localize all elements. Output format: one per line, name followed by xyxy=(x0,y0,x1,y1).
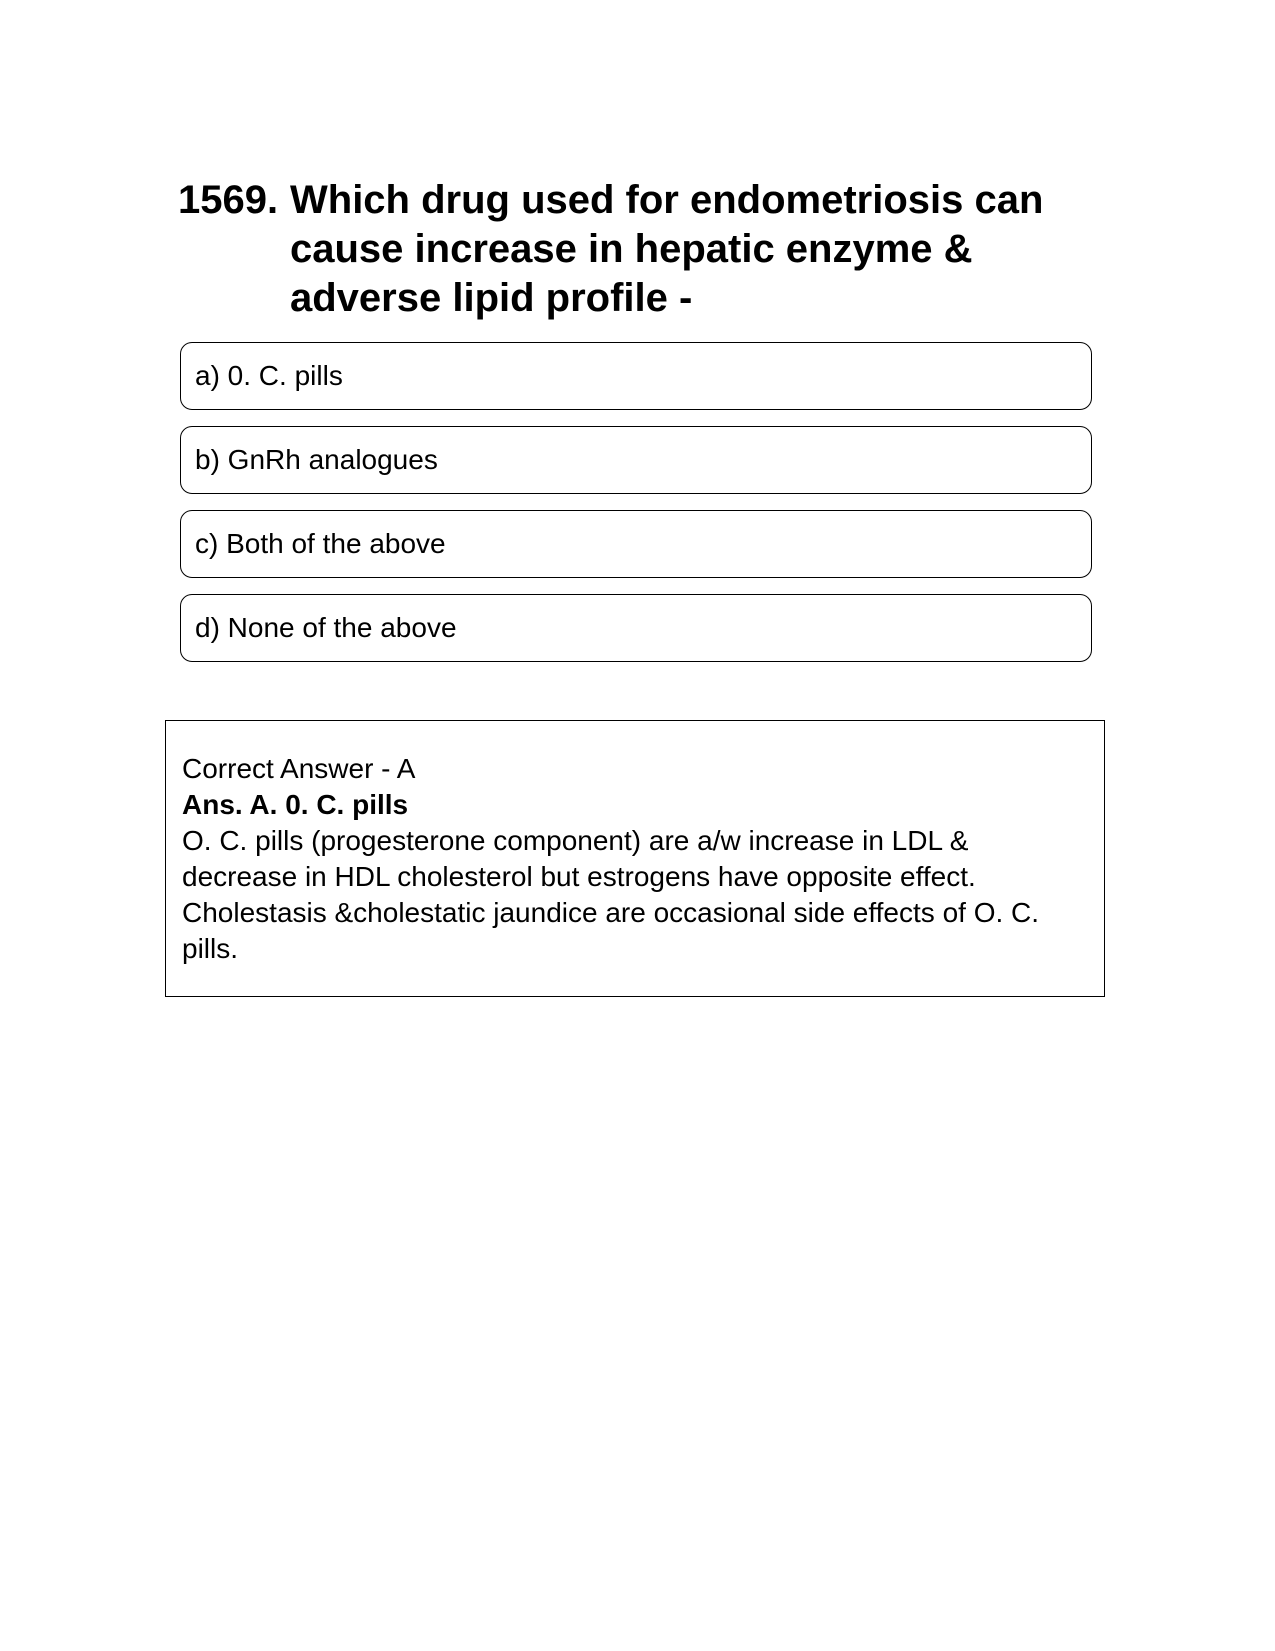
answer-explanation: O. C. pills (progesterone component) are a/w increase in LDL & decrease in HDL cholesterol but estrogens have opposite effect. Cholestasis &cholestatic jaundice are occasional side effects of O. C. pills. xyxy=(182,825,1040,964)
option-a[interactable]: a) 0. C. pills xyxy=(180,342,1092,410)
option-d[interactable]: d) None of the above xyxy=(180,594,1092,662)
question xyxy=(178,176,1098,323)
answer-box xyxy=(165,720,1105,997)
options-list xyxy=(180,342,1092,678)
answer-heading: Ans. A. 0. C. pills xyxy=(182,789,409,820)
question-text: Which drug used for endometriosis can cause increase in hepatic enzyme & adverse lipid profile - xyxy=(290,178,1044,320)
correct-answer: Correct Answer - A xyxy=(182,753,416,784)
option-b[interactable]: b) GnRh analogues xyxy=(180,426,1092,494)
question-number: 1569. xyxy=(178,178,279,222)
option-c[interactable]: c) Both of the above xyxy=(180,510,1092,578)
